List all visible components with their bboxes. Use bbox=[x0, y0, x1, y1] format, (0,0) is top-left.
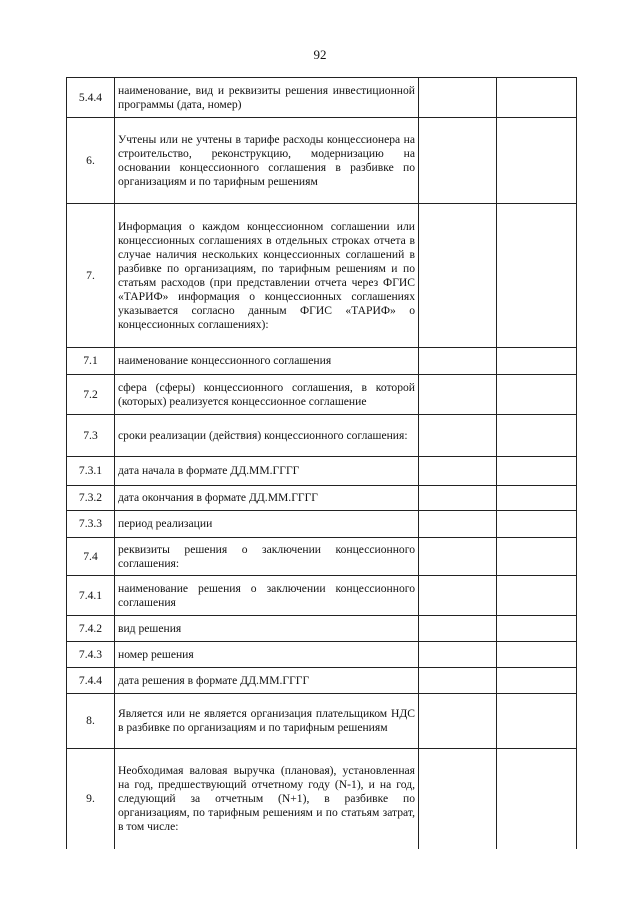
empty-cell bbox=[419, 668, 497, 694]
table-row bbox=[67, 348, 577, 375]
row-description: вид решения bbox=[115, 616, 419, 642]
table-row bbox=[67, 642, 577, 668]
empty-cell bbox=[497, 576, 577, 616]
empty-cell bbox=[419, 118, 497, 204]
empty-cell bbox=[419, 642, 497, 668]
row-description: наименование решения о заключении концессионного соглашения bbox=[115, 576, 419, 616]
empty-cell bbox=[497, 457, 577, 486]
empty-cell bbox=[419, 415, 497, 457]
empty-cell bbox=[419, 457, 497, 486]
page-number: 92 bbox=[313, 47, 327, 62]
empty-cell bbox=[497, 642, 577, 668]
table-row bbox=[67, 749, 577, 849]
row-number: 7.2 bbox=[67, 375, 115, 415]
table-row bbox=[67, 375, 577, 415]
row-number: 7.4.4 bbox=[67, 668, 115, 694]
empty-cell bbox=[497, 204, 577, 348]
empty-cell bbox=[497, 749, 577, 849]
table-row bbox=[67, 538, 577, 576]
empty-cell bbox=[497, 348, 577, 375]
row-number: 7.4 bbox=[67, 538, 115, 576]
empty-cell bbox=[497, 538, 577, 576]
table-row bbox=[67, 457, 577, 486]
table-row bbox=[67, 668, 577, 694]
row-number: 6. bbox=[67, 118, 115, 204]
row-number: 9. bbox=[67, 749, 115, 849]
empty-cell bbox=[497, 78, 577, 118]
empty-cell bbox=[419, 749, 497, 849]
table-row bbox=[67, 576, 577, 616]
empty-cell bbox=[419, 204, 497, 348]
empty-cell bbox=[419, 511, 497, 538]
table-row bbox=[67, 511, 577, 538]
empty-cell bbox=[497, 486, 577, 511]
row-description: дата решения в формате ДД.ММ.ГГГГ bbox=[115, 668, 419, 694]
row-number: 7.4.1 bbox=[67, 576, 115, 616]
empty-cell bbox=[419, 694, 497, 749]
empty-cell bbox=[419, 538, 497, 576]
row-number: 7.3 bbox=[67, 415, 115, 457]
row-number: 7.1 bbox=[67, 348, 115, 375]
row-description: период реализации bbox=[115, 511, 419, 538]
empty-cell bbox=[497, 694, 577, 749]
empty-cell bbox=[419, 78, 497, 118]
row-number: 8. bbox=[67, 694, 115, 749]
row-number: 7.3.3 bbox=[67, 511, 115, 538]
table-row bbox=[67, 204, 577, 348]
row-number: 7. bbox=[67, 204, 115, 348]
row-description: дата окончания в формате ДД.ММ.ГГГГ bbox=[115, 486, 419, 511]
table-row bbox=[67, 415, 577, 457]
row-number: 7.3.1 bbox=[67, 457, 115, 486]
row-description: Является или не является организация плательщиком НДС в разбивке по организациям и по тарифным решениям bbox=[115, 694, 419, 749]
row-description: наименование концессионного соглашения bbox=[115, 348, 419, 375]
table-row bbox=[67, 694, 577, 749]
row-description: сроки реализации (действия) концессионного соглашения: bbox=[115, 415, 419, 457]
empty-cell bbox=[497, 616, 577, 642]
row-number: 7.4.2 bbox=[67, 616, 115, 642]
table-row bbox=[67, 616, 577, 642]
empty-cell bbox=[419, 375, 497, 415]
table-row bbox=[67, 78, 577, 118]
row-description: Учтены или не учтены в тарифе расходы концессионера на строительство, реконструкцию, модернизацию на основании концессионного соглашения в разбивке по организациям и по тарифным решениям bbox=[115, 118, 419, 204]
empty-cell bbox=[419, 616, 497, 642]
row-description: Информация о каждом концессионном соглашении или концессионных соглашениях в отдельных строках отчета в случае наличия нескольких концессионных соглашений в разбивке по организациям, по тарифным решениям и по статьям расходов (при представлении отчета через ФГИС «ТАРИФ» информация о концессионных соглашениях указывается согласно данным ФГИС «ТАРИФ» о концессионных соглашениях): bbox=[115, 204, 419, 348]
row-description: реквизиты решения о заключении концессионного соглашения: bbox=[115, 538, 419, 576]
empty-cell bbox=[419, 486, 497, 511]
empty-cell bbox=[497, 118, 577, 204]
row-description: номер решения bbox=[115, 642, 419, 668]
empty-cell bbox=[419, 348, 497, 375]
table-row bbox=[67, 486, 577, 511]
row-description: дата начала в формате ДД.ММ.ГГГГ bbox=[115, 457, 419, 486]
row-description: Необходимая валовая выручка (плановая), установленная на год, предшествующий отчетному году (N-1), и на год, следующий за отчетным (N+1), в разбивке по организациям, по тарифным решениям и по статьям затрат, в том числе: bbox=[115, 749, 419, 849]
empty-cell bbox=[419, 576, 497, 616]
row-description: наименование, вид и реквизиты решения инвестиционной программы (дата, номер) bbox=[115, 78, 419, 118]
row-description: сфера (сферы) концессионного соглашения, в которой (которых) реализуется концессионное соглашение bbox=[115, 375, 419, 415]
empty-cell bbox=[497, 375, 577, 415]
data-table bbox=[66, 77, 577, 849]
table-row bbox=[67, 118, 577, 204]
empty-cell bbox=[497, 415, 577, 457]
row-number: 5.4.4 bbox=[67, 78, 115, 118]
empty-cell bbox=[497, 511, 577, 538]
empty-cell bbox=[497, 668, 577, 694]
row-number: 7.3.2 bbox=[67, 486, 115, 511]
row-number: 7.4.3 bbox=[67, 642, 115, 668]
